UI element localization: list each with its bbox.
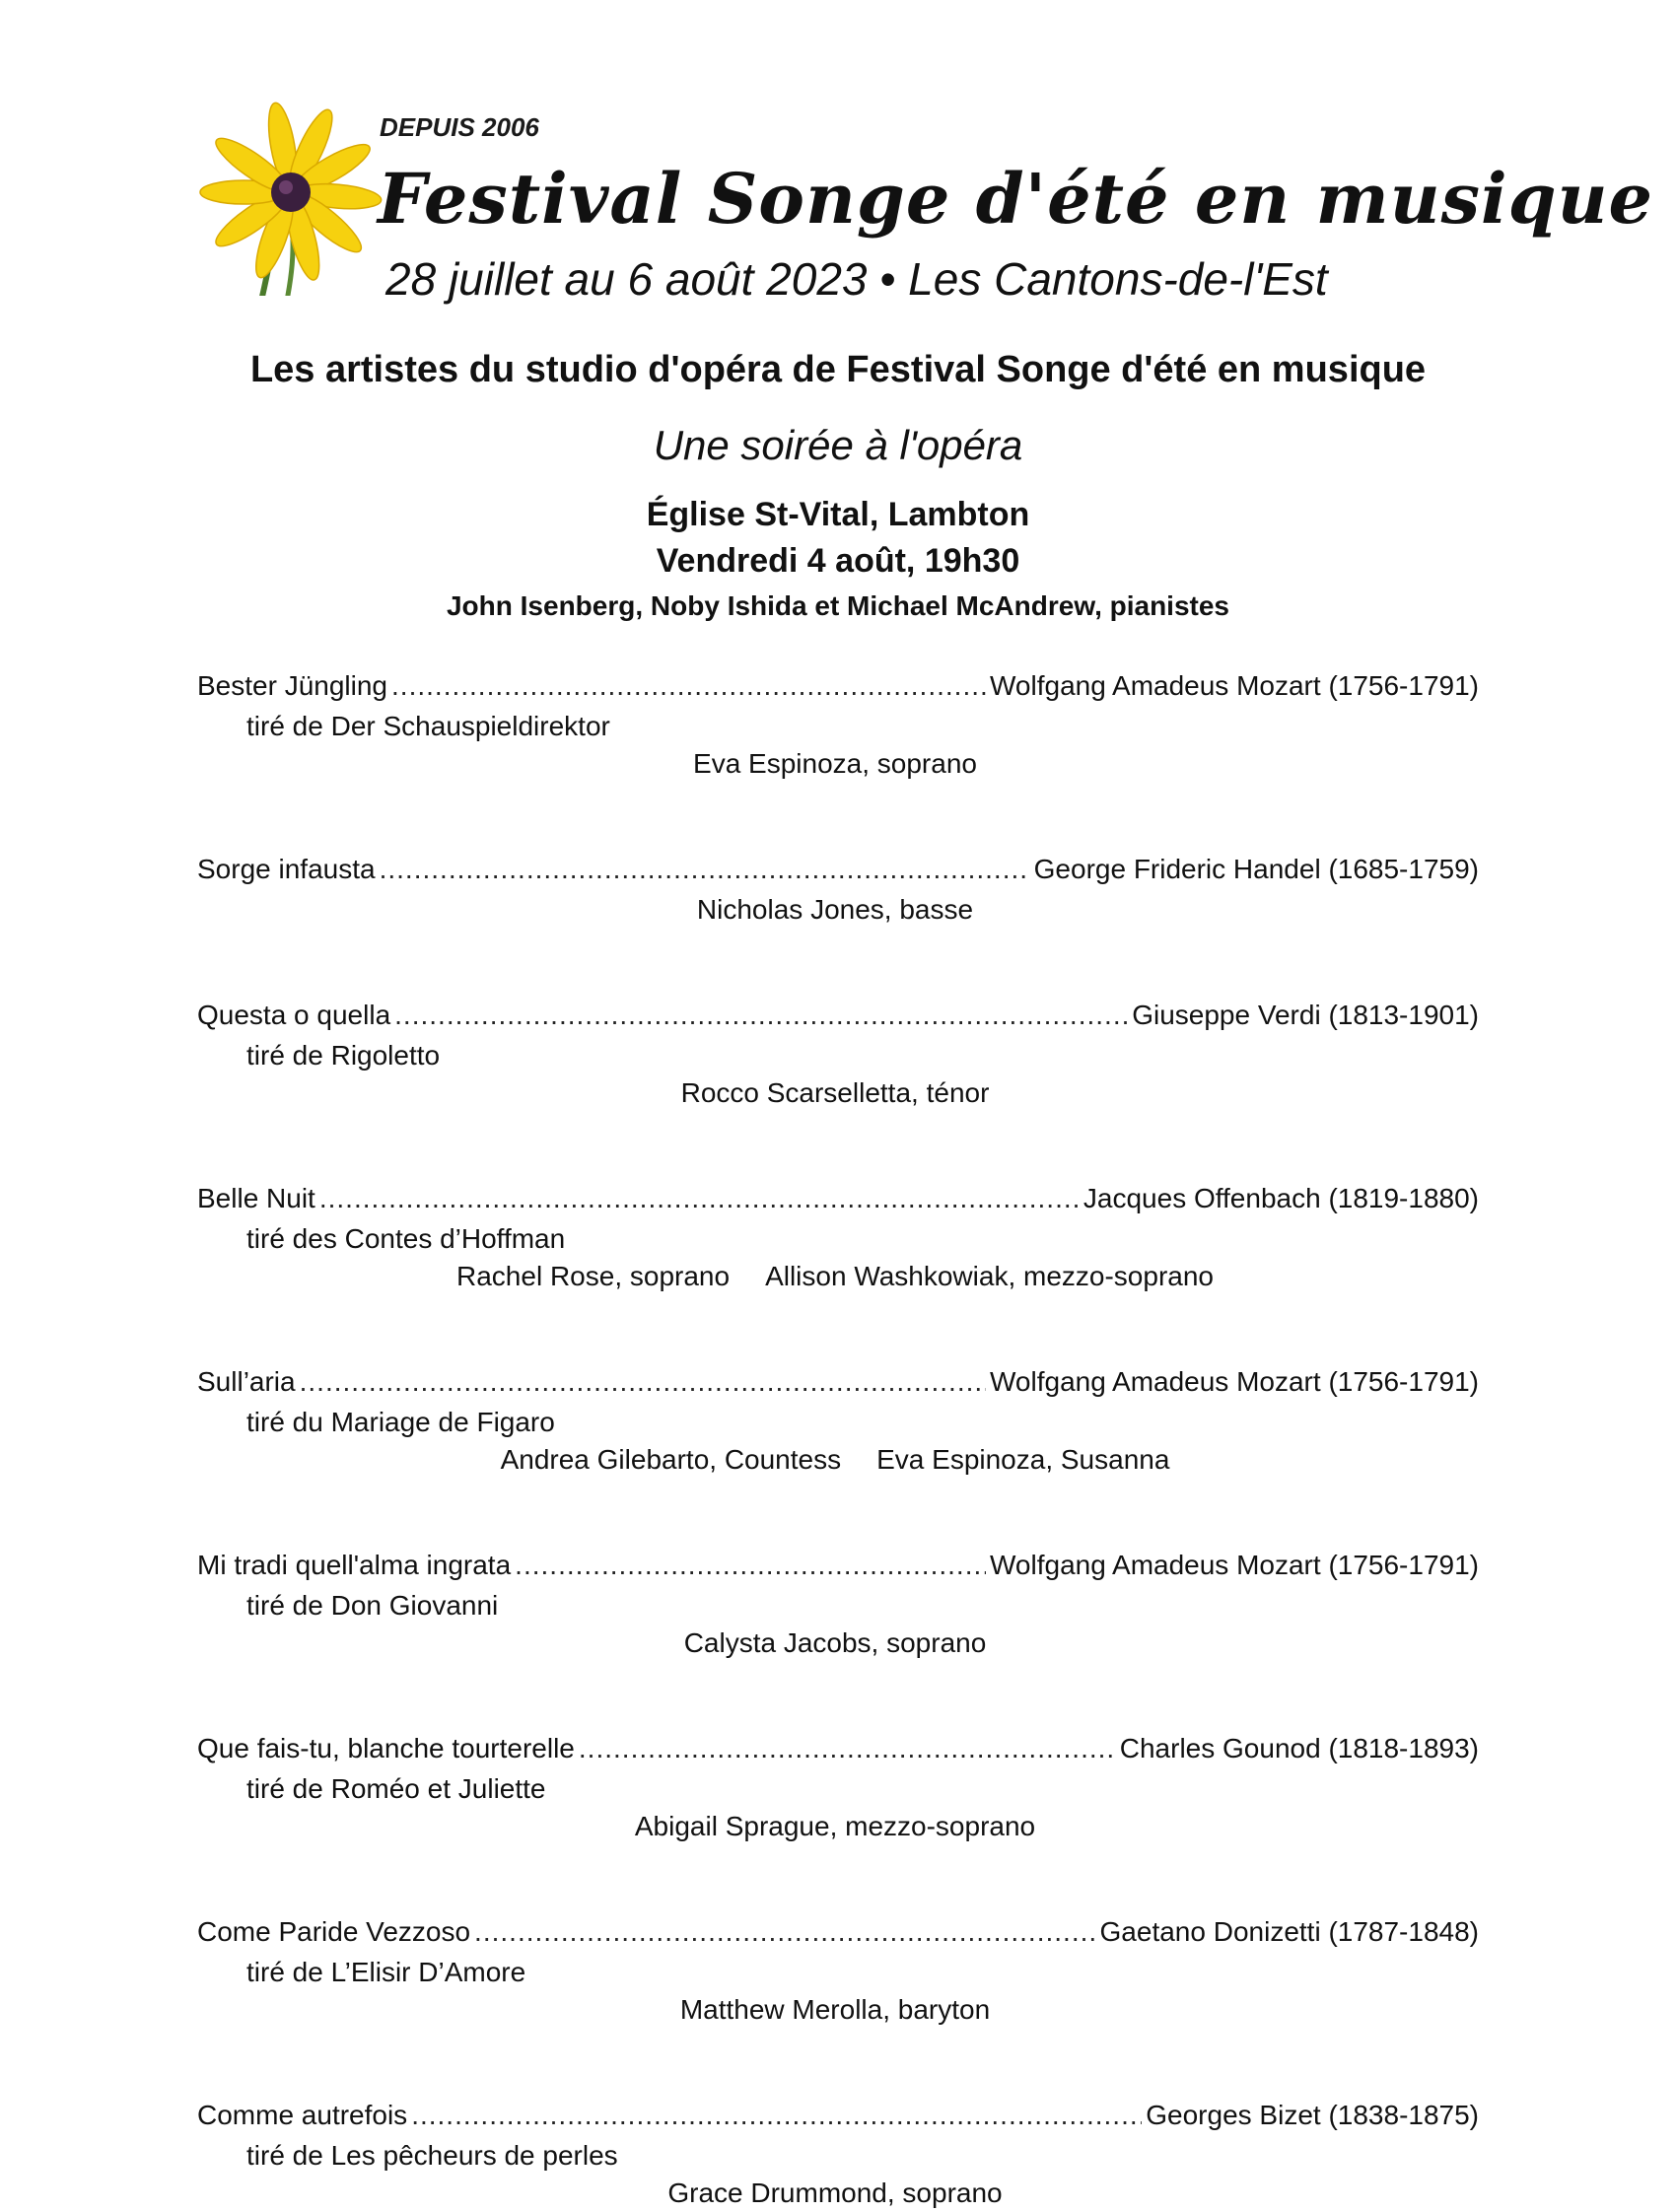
piece-source: tiré de Der Schauspieldirektor bbox=[246, 711, 610, 741]
piece-title: Comme autrefois bbox=[197, 2100, 408, 2130]
performers bbox=[197, 2175, 1479, 2212]
spacer bbox=[197, 1295, 1479, 1366]
performers bbox=[197, 1258, 1479, 1295]
dot-leader bbox=[380, 854, 1030, 885]
composer: Jacques Offenbach (1819-1880) bbox=[1082, 1183, 1479, 1213]
piece-title: Mi tradi quell'alma ingrata bbox=[197, 1550, 512, 1580]
composer: Charles Gounod (1818-1893) bbox=[1119, 1733, 1479, 1763]
program-list bbox=[197, 670, 1479, 2212]
piece-title: Sorge infausta bbox=[197, 854, 376, 884]
piece-title: Belle Nuit bbox=[197, 1183, 315, 1213]
dot-leader bbox=[300, 1366, 986, 1398]
piece-title: Bester Jüngling bbox=[197, 670, 388, 701]
spacer bbox=[197, 1845, 1479, 1916]
performers bbox=[197, 1624, 1479, 1662]
performers bbox=[197, 1808, 1479, 1845]
composer: Georges Bizet (1838-1875) bbox=[1146, 2100, 1479, 2130]
program-item-line bbox=[197, 670, 1479, 708]
program-item-line bbox=[197, 1916, 1479, 1954]
venue: Église St-Vital, Lambton bbox=[646, 496, 1030, 533]
program-item bbox=[197, 1366, 1479, 1479]
program-item-line bbox=[197, 1183, 1479, 1220]
composer: Giuseppe Verdi (1813-1901) bbox=[1132, 1000, 1479, 1030]
piece-title: Questa o quella bbox=[197, 1000, 391, 1030]
performer: Eva Espinoza, soprano bbox=[693, 748, 977, 779]
pianists: John Isenberg, Noby Ishida et Michael McAndrew, pianistes bbox=[446, 590, 1230, 621]
performer: Abigail Sprague, mezzo-soprano bbox=[634, 1811, 1036, 1841]
piece-source: tiré du Mariage de Figaro bbox=[246, 1407, 555, 1437]
piece-source: tiré de Roméo et Juliette bbox=[246, 1773, 546, 1804]
performers bbox=[197, 1441, 1479, 1479]
performer: Rocco Scarselletta, ténor bbox=[680, 1077, 990, 1108]
performer: Matthew Merolla, baryton bbox=[679, 1994, 991, 2025]
performers bbox=[197, 745, 1479, 783]
program-item bbox=[197, 854, 1479, 929]
program-item-line bbox=[197, 2100, 1479, 2137]
concert-datetime: Vendredi 4 août, 19h30 bbox=[656, 542, 1020, 580]
spacer bbox=[197, 1112, 1479, 1183]
piece-source: tiré de Les pêcheurs de perles bbox=[246, 2140, 618, 2171]
program-item bbox=[197, 2100, 1479, 2212]
dot-leader bbox=[391, 670, 986, 702]
spacer bbox=[197, 783, 1479, 854]
performer: Allison Washkowiak, mezzo-soprano bbox=[765, 1261, 1214, 1291]
dot-leader bbox=[474, 1916, 1095, 1948]
spacer bbox=[197, 2029, 1479, 2100]
performer: Eva Espinoza, Susanna bbox=[876, 1444, 1170, 1475]
dot-leader bbox=[319, 1183, 1080, 1214]
performers bbox=[197, 891, 1479, 929]
performer: Grace Drummond, soprano bbox=[667, 2177, 1003, 2208]
performer: Rachel Rose, soprano bbox=[456, 1261, 731, 1291]
performer: Calysta Jacobs, soprano bbox=[683, 1627, 987, 1658]
dot-leader bbox=[515, 1550, 986, 1581]
program-item-line bbox=[197, 854, 1479, 891]
piece-title: Que fais-tu, blanche tourterelle bbox=[197, 1733, 575, 1763]
program-item bbox=[197, 1733, 1479, 1845]
program-item-line bbox=[197, 1000, 1479, 1037]
performer: Nicholas Jones, basse bbox=[696, 894, 974, 925]
program-item bbox=[197, 1550, 1479, 1662]
festival-banner bbox=[192, 99, 1654, 306]
composer: George Frideric Handel (1685-1759) bbox=[1033, 854, 1479, 884]
dot-leader bbox=[411, 2100, 1142, 2131]
piece-source: tiré des Contes d’Hoffman bbox=[246, 1223, 566, 1254]
composer: Gaetano Donizetti (1787-1848) bbox=[1099, 1916, 1479, 1947]
sunflower-icon bbox=[192, 99, 389, 296]
spacer bbox=[197, 1662, 1479, 1733]
program-item bbox=[197, 1916, 1479, 2029]
piece-title: Come Paride Vezzoso bbox=[197, 1916, 471, 1947]
festival-dates-location: 28 juillet au 6 août 2023 • Les Cantons-de-l'Est bbox=[385, 253, 1328, 305]
spacer bbox=[197, 1479, 1479, 1550]
performers bbox=[197, 1991, 1479, 2029]
program-item bbox=[197, 1183, 1479, 1295]
piece-title: Sull’aria bbox=[197, 1366, 296, 1397]
festival-name: Festival Songe d'été en musique bbox=[378, 158, 1654, 240]
concert-title: Une soirée à l'opéra bbox=[653, 422, 1023, 468]
program-item bbox=[197, 1000, 1479, 1112]
composer: Wolfgang Amadeus Mozart (1756-1791) bbox=[990, 1550, 1479, 1580]
piece-source: tiré de L’Elisir D’Amore bbox=[246, 1957, 526, 1987]
artists-heading: Les artistes du studio d'opéra de Festival Songe d'été en musique bbox=[249, 349, 1427, 390]
performers bbox=[197, 1074, 1479, 1112]
composer: Wolfgang Amadeus Mozart (1756-1791) bbox=[990, 670, 1479, 701]
program-item bbox=[197, 670, 1479, 783]
program-item-line bbox=[197, 1733, 1479, 1770]
program-item-line bbox=[197, 1550, 1479, 1587]
program-item-line bbox=[197, 1366, 1479, 1404]
performer: Andrea Gilebarto, Countess bbox=[500, 1444, 842, 1475]
composer: Wolfgang Amadeus Mozart (1756-1791) bbox=[990, 1366, 1479, 1397]
dot-leader bbox=[394, 1000, 1128, 1031]
piece-source: tiré de Rigoletto bbox=[246, 1040, 441, 1071]
spacer bbox=[197, 929, 1479, 1000]
dot-leader bbox=[579, 1733, 1116, 1764]
piece-source: tiré de Don Giovanni bbox=[246, 1590, 499, 1621]
since-label: DEPUIS 2006 bbox=[380, 112, 539, 142]
